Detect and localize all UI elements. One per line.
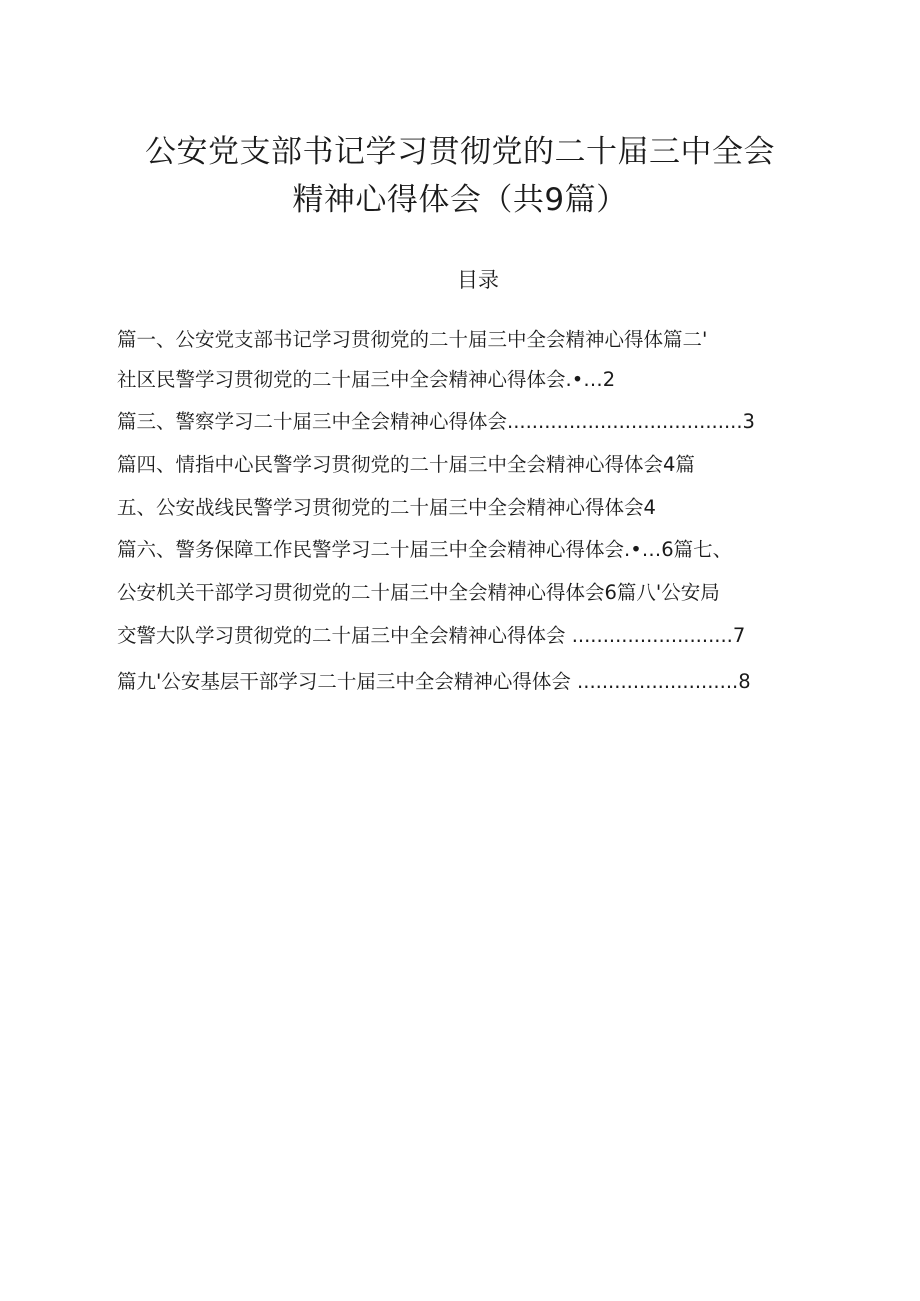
toc-line: 交警大队学习贯彻党的二十届三中全会精神心得体会 ..........................7 [117, 624, 746, 647]
toc-line: 公安机关干部学习贯彻党的二十届三中全会精神心得体会6篇八'公安局 [117, 581, 720, 604]
toc-heading: 目录 [457, 268, 499, 292]
document-title-line-2: 精神心得体会（共9篇） [292, 182, 628, 218]
toc-line: 篇三、警察学习二十届三中全会精神心得体会......................................3 [117, 410, 755, 433]
toc-line: 篇六、警务保障工作民警学习二十届三中全会精神心得体会.•…6篇七、 [117, 538, 733, 561]
toc-line: 五、公安战线民警学习贯彻党的二十届三中全会精神心得体会4 [117, 496, 656, 519]
document-title-line-1: 公安党支部书记学习贯彻党的二十届三中全会 [145, 134, 775, 170]
toc-line: 篇九'公安基层干部学习二十届三中全会精神心得体会 ..........................8 [117, 670, 751, 693]
toc-line: 社区民警学习贯彻党的二十届三中全会精神心得体会.•…2 [117, 368, 616, 391]
toc-line: 篇一、公安党支部书记学习贯彻党的二十届三中全会精神心得体篇二' [117, 328, 708, 351]
toc-line: 篇四、情指中心民警学习贯彻党的二十届三中全会精神心得体会4篇 [117, 453, 695, 476]
